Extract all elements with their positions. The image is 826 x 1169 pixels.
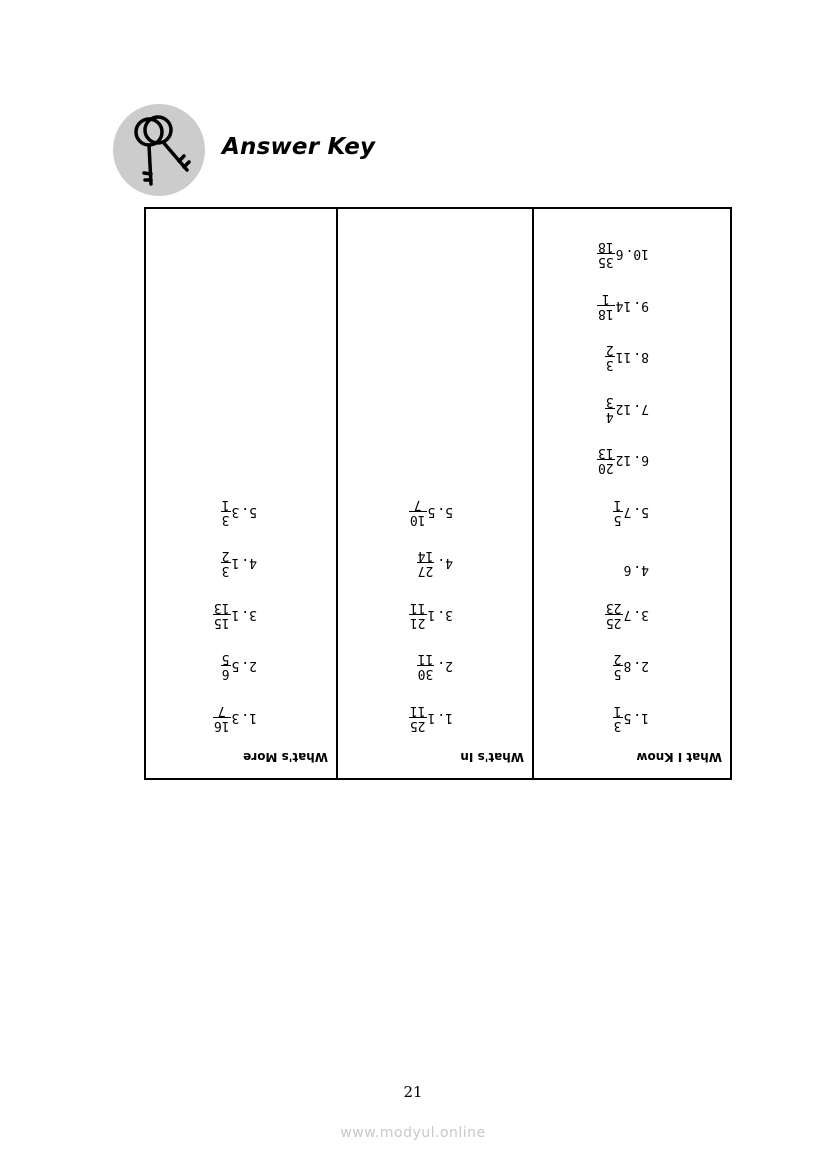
item-number: 3. xyxy=(437,607,453,622)
numerator: 27 xyxy=(417,563,434,579)
numerator: 25 xyxy=(409,718,426,733)
numerator: 10 xyxy=(409,512,426,527)
denominator: 7 xyxy=(217,703,226,718)
numerator: 30 xyxy=(417,666,434,682)
fraction xyxy=(221,549,231,578)
answer-item xyxy=(605,394,649,423)
rotated-content xyxy=(146,209,730,778)
item-number: 8. xyxy=(633,349,649,365)
page-number: 21 xyxy=(403,1083,423,1101)
whole-number: 5 xyxy=(623,710,632,725)
answer-item xyxy=(409,497,453,526)
item-number: 5. xyxy=(241,504,257,519)
whole-number: 1 xyxy=(427,607,436,622)
numerator: 5 xyxy=(613,666,622,682)
answer-item xyxy=(417,652,453,681)
whole-number: 5 xyxy=(427,504,436,519)
answer-item xyxy=(597,240,649,269)
answer-item xyxy=(613,652,649,681)
numerator: 16 xyxy=(213,718,230,733)
fraction xyxy=(417,549,435,578)
item-number: 4. xyxy=(241,555,257,571)
whole-number: 1 xyxy=(427,710,436,725)
fraction xyxy=(409,600,427,629)
numerator: 6 xyxy=(221,666,230,682)
whole-number: 1 xyxy=(231,555,240,571)
fraction xyxy=(605,394,615,423)
item-number: 1. xyxy=(633,710,649,725)
fraction xyxy=(605,600,623,629)
numerator: 3 xyxy=(221,563,230,579)
denominator: 7 xyxy=(413,497,422,512)
whole-number: 14 xyxy=(615,298,632,313)
whole-number: 7 xyxy=(623,607,632,622)
numerator: 20 xyxy=(598,460,614,476)
denominator: 11 xyxy=(417,651,434,667)
numerator: 3 xyxy=(221,512,230,527)
answer-item xyxy=(417,549,453,578)
numerator: 25 xyxy=(605,615,622,630)
answer-key-table xyxy=(144,207,732,780)
whole-number: 3 xyxy=(231,710,240,725)
item-number: 4. xyxy=(437,555,453,571)
denominator: 5 xyxy=(221,651,230,667)
fraction xyxy=(213,600,231,629)
fraction xyxy=(221,652,231,681)
column-heading: What's More xyxy=(243,750,328,764)
watermark: www.modyul.online xyxy=(340,1125,486,1141)
whole-number: 5 xyxy=(231,658,240,674)
whole-number: 12 xyxy=(615,401,632,416)
answer-item xyxy=(624,563,649,578)
answer-item xyxy=(597,446,649,475)
answer-item xyxy=(221,652,257,681)
denominator: 1 xyxy=(613,497,622,512)
fraction xyxy=(597,291,615,320)
denominator: 2 xyxy=(613,651,622,667)
fraction xyxy=(213,703,231,732)
numerator: 3 xyxy=(605,357,614,373)
item-number: 4. xyxy=(633,562,649,578)
numerator: 18 xyxy=(598,306,614,321)
answer-item xyxy=(221,549,257,578)
denominator: 1 xyxy=(601,291,610,306)
answer-item xyxy=(605,600,649,629)
denominator: 13 xyxy=(213,600,230,615)
item-number: 2. xyxy=(633,658,649,674)
denominator: 3 xyxy=(605,394,614,409)
whole-number: 1 xyxy=(231,607,240,622)
numerator: 35 xyxy=(598,254,614,270)
fraction xyxy=(409,703,427,732)
whole-number: 8 xyxy=(623,658,632,674)
denominator: 1 xyxy=(613,703,622,718)
answer-item xyxy=(409,703,453,732)
whole-number: 6 xyxy=(615,246,624,262)
answer-item xyxy=(597,291,649,320)
column-heading: What I Know xyxy=(636,750,722,764)
denominator: 2 xyxy=(221,548,230,564)
denominator: 14 xyxy=(417,548,434,564)
column-whats-more xyxy=(142,209,338,778)
item-number: 3. xyxy=(633,607,649,622)
column-heading: What's In xyxy=(460,750,524,764)
answer-item xyxy=(221,497,257,526)
denominator: 11 xyxy=(409,703,426,718)
whole-number: 6 xyxy=(623,562,632,578)
item-number: 9. xyxy=(633,298,649,313)
item-number: 6. xyxy=(633,452,649,468)
answer-item xyxy=(605,343,649,372)
denominator: 2 xyxy=(605,342,614,358)
denominator: 23 xyxy=(605,600,622,615)
numerator: 3 xyxy=(613,718,622,733)
item-number: 1. xyxy=(437,710,453,725)
answer-item xyxy=(213,600,257,629)
fraction xyxy=(613,497,623,526)
numerator: 21 xyxy=(409,615,426,630)
item-number: 10. xyxy=(625,246,649,262)
item-number: 5. xyxy=(633,504,649,519)
numerator: 4 xyxy=(605,409,614,424)
item-number: 7. xyxy=(633,401,649,416)
denominator: 1 xyxy=(221,497,230,512)
fraction xyxy=(597,240,615,269)
whole-number: 3 xyxy=(231,504,240,519)
item-number: 2. xyxy=(241,658,257,674)
whole-number: 7 xyxy=(623,504,632,519)
fraction xyxy=(605,343,615,372)
fraction xyxy=(409,497,427,526)
page-title: Answer Key xyxy=(222,134,376,160)
whole-number: 11 xyxy=(615,349,632,365)
item-number: 5. xyxy=(437,504,453,519)
fraction xyxy=(613,703,623,732)
answer-item xyxy=(213,703,257,732)
numerator: 15 xyxy=(213,615,230,630)
item-number: 1. xyxy=(241,710,257,725)
fraction xyxy=(597,446,615,475)
item-number: 2. xyxy=(437,658,453,674)
item-number: 3. xyxy=(241,607,257,622)
numerator: 5 xyxy=(613,512,622,527)
column-whats-in xyxy=(338,209,534,778)
fraction xyxy=(613,652,623,681)
answer-item xyxy=(613,497,649,526)
answer-item xyxy=(409,600,453,629)
column-what-i-know xyxy=(534,209,730,778)
answer-item xyxy=(613,703,649,732)
denominator: 18 xyxy=(598,239,614,255)
fraction xyxy=(417,652,435,681)
denominator: 13 xyxy=(598,445,614,461)
keys-icon xyxy=(113,104,205,196)
denominator: 11 xyxy=(409,600,426,615)
whole-number: 12 xyxy=(615,452,632,468)
fraction xyxy=(221,497,231,526)
